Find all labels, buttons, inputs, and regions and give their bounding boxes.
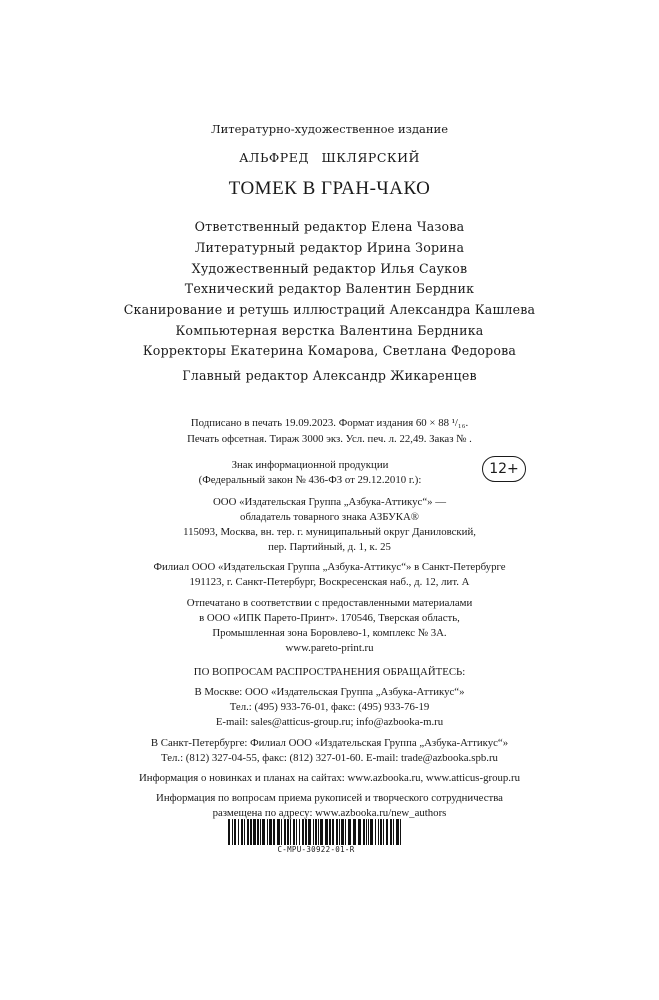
book-title: ТОМЕК В ГРАН-ЧАКО	[228, 178, 431, 199]
publisher-line: 115093, Москва, вн. тер. г. муниципальный округ Даниловский,	[183, 526, 476, 538]
news-sites: Информация о новинках и планах на сайтах: www.azbooka.ru, www.atticus-group.ru	[139, 772, 520, 784]
edition-type: Литературно-художественное издание	[210, 122, 449, 136]
distribution-heading: ПО ВОПРОСАМ РАСПРОСТРАНЕНИЯ ОБРАЩАЙТЕСЬ:	[193, 666, 466, 678]
barcode	[228, 819, 404, 865]
barcode-code: С-MPU-30922-01-R	[277, 845, 355, 854]
info-mark-law: (Федеральный закон № 436-ФЗ от 29.12.2010 г.):	[198, 474, 422, 486]
spb-contact: В Санкт-Петербурге: Филиал ООО «Издательская Группа „Азбука-Аттикус“»	[150, 737, 509, 749]
credit-line: Компьютерная верстка Валентина Бердника	[175, 323, 484, 338]
printer-line: в ООО «ИПК Парето-Принт». 170546, Тверская область,	[199, 612, 460, 624]
moscow-contact: E-mail: sales@atticus-group.ru; info@azbooka-m.ru	[215, 716, 444, 728]
credit-line: Ответственный редактор Елена Чазова	[194, 219, 465, 234]
printer-line: Отпечатано в соответствии с предоставленными материалами	[186, 597, 473, 609]
chief-editor: Главный редактор Александр Жикаренцев	[182, 368, 477, 383]
spb-contact: Тел.: (812) 327-04-55, факс: (812) 327-01-60. E-mail: trade@azbooka.spb.ru	[161, 752, 498, 764]
age-rating-badge: 12+	[482, 456, 526, 482]
printer-line: Промышленная зона Боровлево-1, комплекс № 3А.	[212, 627, 447, 639]
moscow-contact: В Москве: ООО «Издательская Группа „Азбука-Аттикус“»	[194, 686, 465, 698]
manuscripts-info: Информация по вопросам приема рукописей и творческого сотрудничества	[156, 792, 503, 804]
print-info-line: Печать офсетная. Тираж 3000 экз. Усл. печ. л. 22,49. Заказ № .	[187, 433, 472, 445]
branch-line: Филиал ООО «Издательская Группа „Азбука-Аттикус“» в Санкт-Петербурге	[153, 561, 506, 573]
credit-line: Литературный редактор Ирина Зорина	[194, 240, 465, 255]
branch-line: 191123, г. Санкт-Петербург, Воскресенская наб., д. 12, лит. А	[189, 576, 470, 588]
credit-line: Художественный редактор Илья Сауков	[191, 261, 468, 276]
publisher-line: пер. Партийный, д. 1, к. 25	[268, 541, 391, 553]
moscow-contact: Тел.: (495) 933-76-01, факс: (495) 933-76-19	[229, 701, 430, 713]
info-mark-label: Знак информационной продукции	[231, 459, 389, 471]
publisher-line: обладатель товарного знака АЗБУКА®	[240, 511, 419, 523]
publisher-line: ООО «Издательская Группа „Азбука-Аттикус“» —	[212, 496, 447, 508]
credit-line: Корректоры Екатерина Комарова, Светлана Федорова	[142, 343, 517, 358]
credit-line: Технический редактор Валентин Бердник	[184, 281, 475, 296]
author-name: АЛЬФРЕД ШКЛЯРСКИЙ	[239, 150, 420, 165]
printer-website: www.pareto-print.ru	[285, 642, 374, 654]
barcode-icon	[228, 819, 404, 845]
print-info-line: Подписано в печать 19.09.2023. Формат издания 60 × 88 ¹/₁₆.	[190, 417, 469, 429]
manuscripts-info: размещена по адресу: www.azbooka.ru/new_authors	[212, 807, 447, 819]
credit-line: Сканирование и ретушь иллюстраций Александра Кашлева	[123, 302, 536, 317]
